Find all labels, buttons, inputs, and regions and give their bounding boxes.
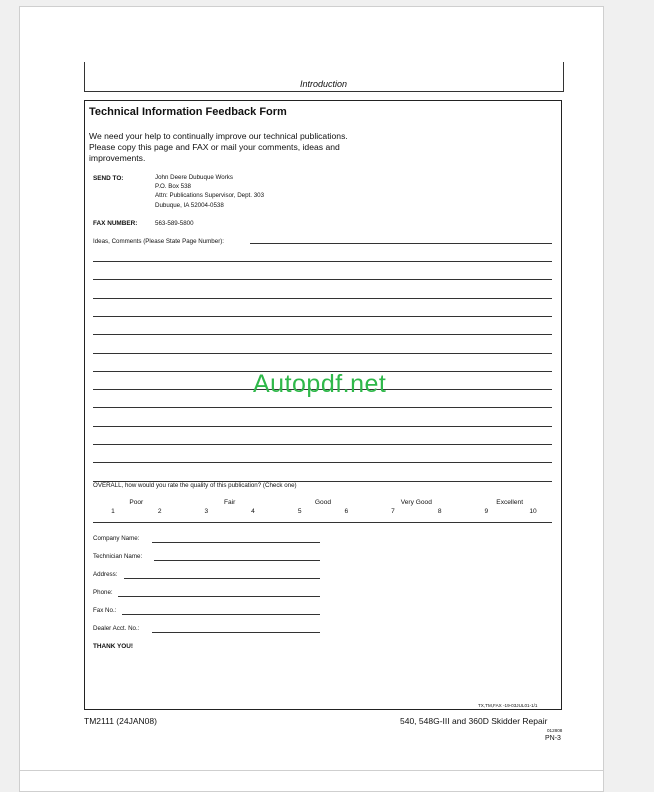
rating-option-3[interactable]: 3 <box>204 508 209 515</box>
fax-number-label: FAX NUMBER: <box>93 220 138 227</box>
comment-line[interactable] <box>93 353 552 354</box>
ideas-comments-label: Ideas, Comments (Please State Page Number): <box>93 238 225 245</box>
contact-field-label: Dealer Acct. No.: <box>93 625 140 632</box>
form-title: Technical Information Feedback Form <box>89 106 287 118</box>
form-code: TX,TM,FAX -19-03JUL01-1/1 <box>478 703 538 708</box>
rating-option-7[interactable]: 7 <box>391 508 395 515</box>
date-code: 012808 <box>547 728 563 733</box>
header-left-rule <box>84 62 85 92</box>
rating-question: OVERALL, how would you rate the quality of this publication? (Check one) <box>93 482 297 489</box>
mailing-address <box>155 173 264 210</box>
contact-field-label: Fax No.: <box>93 607 117 614</box>
comment-line[interactable] <box>93 316 552 317</box>
rating-option-2[interactable]: 2 <box>157 508 162 515</box>
ideas-first-line[interactable] <box>250 243 552 244</box>
header-right-rule <box>563 62 564 92</box>
contact-field-line[interactable] <box>122 614 320 615</box>
page-number: PN-3 <box>545 735 561 742</box>
address-line: John Deere Dubuque Works <box>155 174 233 181</box>
comment-line[interactable] <box>93 334 552 335</box>
address-line: P.O. Box 538 <box>155 183 192 191</box>
comment-line[interactable] <box>93 462 552 463</box>
rating-option-10[interactable]: 10 <box>529 508 537 515</box>
rating-label: Very Good <box>400 499 432 506</box>
comment-line[interactable] <box>93 261 552 262</box>
contact-field-label: Technician Name: <box>93 553 143 560</box>
send-to-label: SEND TO: <box>93 175 124 182</box>
contact-field-label: Company Name: <box>93 535 140 542</box>
thank-you-text: THANK YOU! <box>93 643 134 650</box>
rating-option-9[interactable]: 9 <box>484 508 489 515</box>
rating-label: Excellent <box>496 499 524 506</box>
rating-option-8[interactable]: 8 <box>437 508 442 515</box>
next-page-edge <box>19 770 604 792</box>
contact-field-line[interactable] <box>124 578 320 579</box>
rating-option-5[interactable]: 5 <box>297 508 302 515</box>
rating-label: Fair <box>224 499 236 506</box>
address-line: Dubuque, IA 52004-0538 <box>155 201 224 209</box>
rating-option-6[interactable]: 6 <box>344 508 349 515</box>
header-bottom-rule <box>84 91 564 92</box>
fax-number: 563-589-5800 <box>155 220 194 227</box>
comment-line[interactable] <box>93 426 552 427</box>
form-intro: We need your help to continually improve our technical publications. Please copy this page and FAX or mail your comments, ideas and improvements. <box>89 131 348 163</box>
contact-field-label: Address: <box>93 571 118 578</box>
comment-line[interactable] <box>93 407 552 408</box>
contact-field-line[interactable] <box>152 632 320 633</box>
watermark: Autopdf.net <box>253 370 387 398</box>
manual-id: TM2111 (24JAN08) <box>84 716 157 726</box>
contact-field-label: Phone: <box>93 589 113 596</box>
section-header: Introduction <box>300 79 348 89</box>
contact-field-line[interactable] <box>118 596 320 597</box>
rating-scale-rule <box>93 522 552 523</box>
manual-title: 540, 548G-III and 360D Skidder Repair <box>400 716 548 726</box>
address-line: Attn: Publications Supervisor, Dept. 303 <box>155 192 265 200</box>
rating-option-4[interactable]: 4 <box>251 508 255 515</box>
comment-line[interactable] <box>93 298 552 299</box>
comment-line[interactable] <box>93 279 552 280</box>
contact-field-line[interactable] <box>154 560 320 561</box>
rating-label: Good <box>314 499 332 506</box>
rating-label: Poor <box>129 499 144 506</box>
comment-line[interactable] <box>93 444 552 445</box>
rating-option-1[interactable]: 1 <box>111 508 115 515</box>
contact-field-line[interactable] <box>152 542 320 543</box>
